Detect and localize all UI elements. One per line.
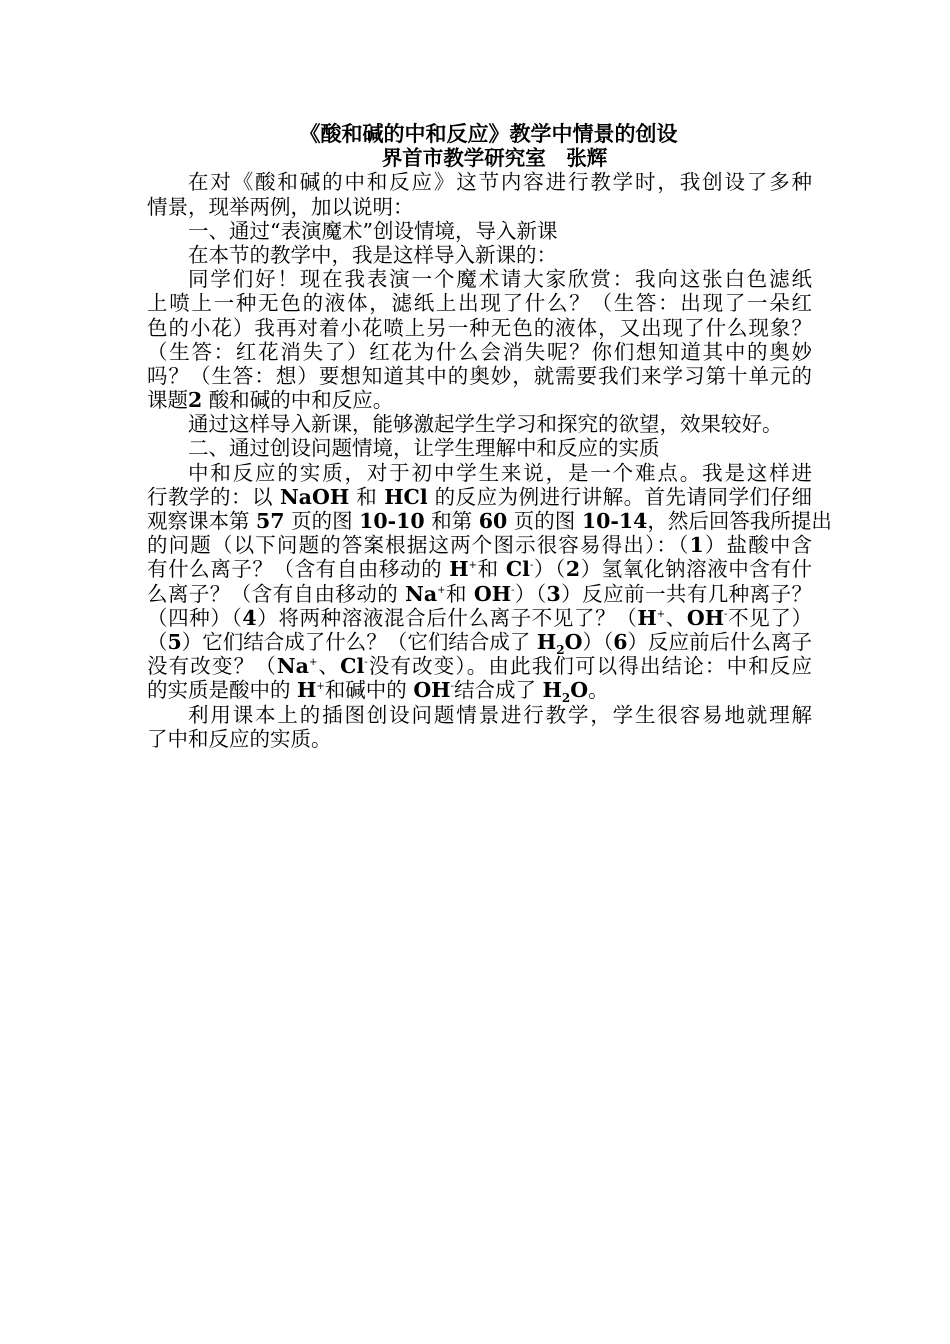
text-line: 课题2 酸和碱的中和反应。 xyxy=(147,388,394,413)
text-line: 么离子？（含有自由移动的 Na+和 OH-）（3）反应前一共有几种离子？ xyxy=(147,581,812,606)
text-line: 了中和反应的实质。 xyxy=(147,726,332,751)
section-heading: 一、通过“表演魔术”创设情境，导入新课 xyxy=(188,218,558,243)
section-heading: 二、通过创设问题情境，让学生理解中和反应的实质 xyxy=(188,436,660,461)
text-line: 通过这样导入新课，能够激起学生学习和探究的欲望，效果较好。 xyxy=(188,412,783,437)
text-line: 行教学的：以 NaOH 和 HCl 的反应为例进行讲解。首先请同学们仔细 xyxy=(147,484,812,509)
text-line: 利用课本上的插图创设问题情景进行教学，学生很容易地就理解 xyxy=(188,702,812,727)
text-line: 中和反应的实质，对于初中学生来说，是一个难点。我是这样进 xyxy=(188,460,812,485)
text-line: （四种）（4）将两种溶液混合后什么离子不见了？（H+、OH-不见了） xyxy=(147,605,813,630)
text-line: （生答：红花消失了）红花为什么会消失呢？你们想知道其中的奥妙 xyxy=(147,339,812,364)
text-line: 的问题（以下问题的答案根据这两个图示很容易得出）：（1）盐酸中含 xyxy=(147,533,813,558)
text-line: 同学们好！现在我表演一个魔术请大家欣赏：我向这张白色滤纸 xyxy=(188,267,812,292)
text-line: 的实质是酸中的 H+和碱中的 OH-结合成了 $H_2O$。 xyxy=(147,678,609,706)
document-body xyxy=(147,121,832,751)
document-author: 界首市教学研究室 张辉 xyxy=(381,146,608,171)
text-line: 观察课本第 57 页的图 10-10 和第 60 页的图 10-14，然后回答我所提出 xyxy=(147,509,832,533)
text-line: 在本节的教学中，我是这样导入新课的： xyxy=(188,242,557,267)
text-line: （5）它们结合成了什么？（它们结合成了 $H_2O)(6)$反应前后什么离子 xyxy=(147,629,813,658)
text-line: 上喷上一种无色的液体，滤纸上出现了什么？（生答：出现了一朵红 xyxy=(147,291,812,316)
text-line: 色的小花）我再对着小花喷上另一种无色的液体，又出现了什么现象？ xyxy=(147,315,812,340)
text-line: 情景，现举两例，加以说明： xyxy=(147,194,414,219)
text-line: 在对《酸和碱的中和反应》这节内容进行教学时，我创设了多种 xyxy=(188,170,812,195)
text-line: 没有改变？（Na+、Cl-没有改变）。由此我们可以得出结论：中和反应 xyxy=(147,654,813,679)
document-title: 《酸和碱的中和反应》教学中情景的创设 xyxy=(299,121,678,146)
text-line: 吗？（生答：想）要想知道其中的奥妙，就需要我们来学习第十单元的 xyxy=(147,363,812,388)
text-line: 有什么离子？（含有自由移动的 H+和 Cl-）（2）氢氧化钠溶液中含有什 xyxy=(147,557,813,582)
